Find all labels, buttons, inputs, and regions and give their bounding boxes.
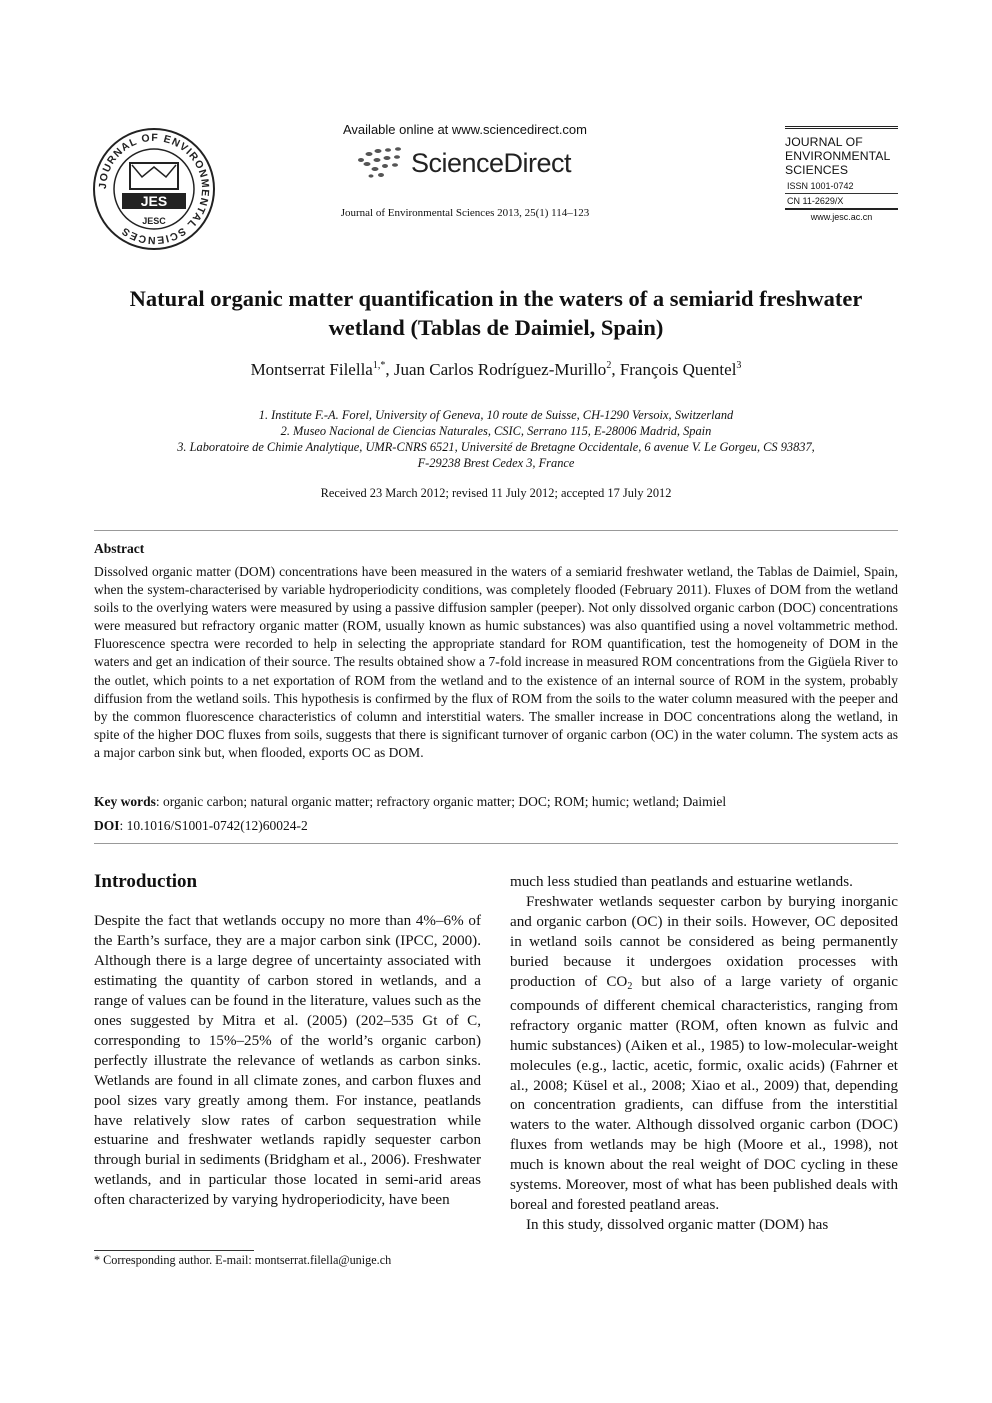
affiliation-line: 2. Museo Nacional de Ciencias Naturales, CSIC, Serrano 115, E-28006 Madrid, Spain	[280, 424, 712, 438]
svg-text:JES: JES	[140, 193, 168, 209]
author-name[interactable]: Montserrat Filella	[250, 360, 373, 379]
abstract-text: Dissolved organic matter (DOM) concentrations have been measured in the waters of a semiarid freshwater wetland, the Tablas de Daimiel, Spain, when the system-characterised by variable hydroperiodicity conditions, was completely flooded (February 2011). Fluxes of DOM from the wetland soils to the overlying waters were measured by using a passive diffusion sampler (peeper). Not only dissolved organic carbon (DOC) concentrations were measured but refractory organic matter (ROM, usually known as humic substances) was also quantified using a novel voltammetric method. Fluorescence spectra were recorded to help in selecting the appropriate standard for ROM quantification, test the homogeneity of DOM in the waters and get an indication of their source. The results obtained show a 7-fold increase in measured ROM concentrations from the Gigüela River to the outlet, which points to a net exportation of ROM from the wetland and to the existence of an internal source of ROM in the system, probably diffusion from the wetland soils. This hypothesis is confirmed by the flux of ROM from the soils to the water column measured with the peeper and by the common fluorescence characteristics of column and interstitial waters. The smaller increase in DOC concentrations along the wetland, in spite of the higher DOC fluxes from soils, suggests that there is significant turnover of organic carbon (OC) in the water column. The system acts as a major carbon sink but, when flooded, exports OC as DOM.	[94, 564, 898, 760]
sciencedirect-brand[interactable]	[355, 146, 585, 182]
keywords-label: Key words	[94, 794, 156, 809]
paragraph: Despite the fact that wetlands occupy no more than 4%–6% of the Earth’s surface, they are a major carbon sink (IPCC, 2000). Although there is a large degree of uncertainty associated with estimating the quantity of carbon stored in wetlands, and a range of values can be found in the literature, values such as the ones suggested by Mitra et al. (2005) (202–535 Gt of C, corresponding to 15%–25% of the world’s organic carbon) perfectly illustrate the relevance of wetlands as carbon sinks. Wetlands are found in all climate zones, and carbon fluxes and pool sizes vary greatly among them. For instance, peatlands have relatively slow rates of carbon sequestration while estuarine and freshwater wetlands rapidly sequester carbon through burial in sediments (Bridgham et al., 2006). Freshwater wetlands, and in particular those located in semi-arid areas often characterized by varying hydroperiodicity, have been	[94, 913, 481, 1209]
journal-issn: ISSN 1001-0742	[785, 180, 898, 194]
footnote-rule	[94, 1250, 254, 1251]
article-title: Natural organic matter quantification in the waters of a semiarid freshwater wetland (Tablas de Daimiel, Spain)	[129, 286, 863, 340]
divider-top	[94, 530, 898, 531]
body-column-left	[94, 912, 481, 1211]
journal-info-box	[785, 126, 898, 222]
doi-value[interactable]: : 10.1016/S1001-0742(12)60024-2	[119, 818, 308, 833]
author-affil-sup: 2	[606, 360, 612, 371]
affiliations	[60, 407, 932, 471]
author-name[interactable]: Juan Carlos Rodríguez-Murillo	[393, 360, 607, 379]
corresponding-author-footnote: * Corresponding author. E-mail: montserrat.filella@unige.ch	[94, 1253, 392, 1267]
journal-name: JOURNAL OF ENVIRONMENTAL SCIENCES	[785, 135, 891, 177]
affiliation-line: 1. Institute F.-A. Forel, University of Geneva, 10 route de Suisse, CH-1290 Versoix, Switzerland	[258, 408, 734, 422]
abstract-heading: Abstract	[94, 541, 145, 556]
doi-label: DOI	[94, 818, 120, 833]
author-name[interactable]: François Quentel	[619, 360, 737, 379]
journal-cn: CN 11-2629/X	[785, 194, 898, 210]
keywords	[94, 794, 898, 810]
paragraph: much less studied than peatlands and estuarine wetlands.	[510, 874, 853, 890]
paragraph: Freshwater wetlands sequester carbon by burying inorganic and organic carbon (OC) in their soils. However, OC deposited in wetland soils cannot be considered as being permanently buried because it undergoes oxidation processes with production of $CO_2$ but also of a large variety of organic compounds of different chemical characteristics, ranging from refractory organic matter (ROM, often known as fulvic and humic substances) (Aiken et al., 1985) to low-molecular-weight molecules (e.g., lactic, acetic, formic, oxalic acids) (Fahrner et al., 2008; Küsel et al., 2008; Xiao et al., 2009) that, depending on concentration gradients, can diffuse from the interstitial waters to the water. Although dissolved organic carbon (DOC) fluxes from wetlands may be high (Moore et al., 1998), not much is known about the real weight of DOC cycling in these systems. Moreover, most of what has been published deals with boreal and forested peatland areas.	[510, 893, 899, 1214]
keywords-list: : organic carbon; natural organic matter; refractory organic matter; DOC; ROM; humic; wetland; Daimiel	[155, 794, 727, 809]
journal-seal-logo	[92, 127, 216, 251]
author-affil-sup: 3	[736, 360, 742, 371]
author-affil-sup: 1,*	[372, 360, 386, 371]
journal-website-link[interactable]: www.jesc.ac.cn	[810, 212, 873, 222]
affiliation-line: F-29238 Brest Cedex 3, France	[417, 456, 575, 470]
divider-bottom	[94, 843, 898, 844]
svg-text:JOURNAL OF ENVIRONMENTAL SCIEN: JOURNAL OF ENVIRONMENTAL SCIENCES	[96, 131, 212, 247]
journal-seal-icon	[92, 127, 216, 251]
journal-box-top-rule	[785, 126, 898, 129]
sciencedirect-dots-icon	[355, 146, 411, 182]
available-online-text: Available online at www.sciencedirect.com	[343, 122, 587, 137]
journal-citation: Journal of Environmental Sciences 2013, 25(1) 114–123	[340, 207, 590, 219]
received-dates: Received 23 March 2012; revised 11 July 2012; accepted 17 July 2012	[320, 486, 672, 500]
introduction-heading: Introduction	[94, 871, 198, 892]
paragraph: In this study, dissolved organic matter (DOM) has	[526, 1217, 829, 1234]
doi	[94, 818, 898, 834]
svg-text:JESC: JESC	[142, 216, 166, 226]
affiliation-line: 3. Laboratoire de Chimie Analytique, UMR-CNRS 6521, Université de Bretagne Occidentale, 6 avenue V. Le Gorgeu, CS 93837,	[177, 440, 815, 454]
body-column-right	[510, 873, 898, 1236]
sciencedirect-wordmark: ScienceDirect	[411, 148, 572, 178]
author-list: Montserrat Filella$^{1,*}$, Juan Carlos Rodríguez-Murillo$^2$, François Quentel$^3$	[250, 360, 742, 379]
